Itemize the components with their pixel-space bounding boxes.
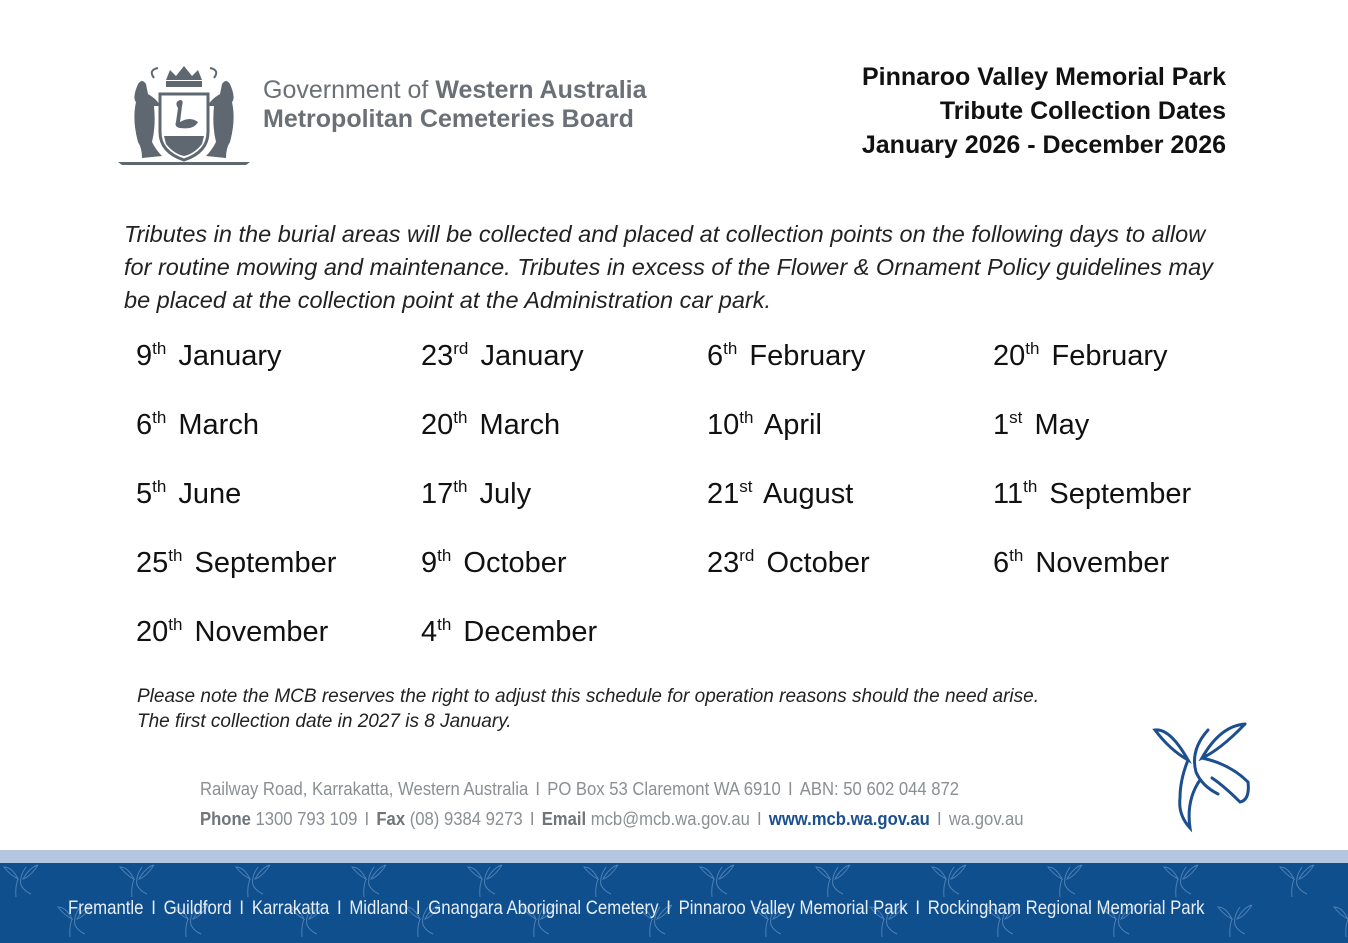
- contact-channels-row: [200, 804, 1024, 834]
- fax-number: (08) 9384 9273: [409, 808, 523, 829]
- collection-date: [136, 405, 259, 449]
- date-day: 9: [421, 547, 438, 579]
- collection-date: [707, 336, 865, 380]
- phone-number[interactable]: 1300 793 109: [255, 808, 358, 829]
- separator: I: [364, 808, 370, 829]
- butterfly-logo-icon: [1150, 720, 1255, 835]
- date-month: September: [194, 547, 337, 579]
- date-ordinal-suffix: st: [739, 477, 753, 496]
- date-day: 25: [136, 547, 169, 579]
- date-ordinal-suffix: th: [437, 615, 452, 634]
- date-month: June: [178, 478, 242, 510]
- date-day: 9: [136, 340, 153, 372]
- collection-date: [136, 474, 241, 518]
- separator: I: [535, 778, 541, 799]
- date-day: 4: [421, 616, 438, 648]
- document-title: [862, 60, 1226, 162]
- title-line-park: Pinnaroo Valley Memorial Park: [861, 63, 1226, 91]
- date-month: February: [749, 340, 866, 372]
- date-ordinal-suffix: th: [453, 477, 468, 496]
- location-guildford: Guildford: [163, 897, 232, 919]
- date-day: 6: [993, 547, 1010, 579]
- note-next-year: The first collection date in 2027 is 8 January.: [137, 711, 512, 732]
- collection-date: [421, 474, 531, 518]
- collection-date: [993, 474, 1191, 518]
- collection-date: [421, 612, 597, 656]
- org-line-1-prefix: Government of: [263, 76, 429, 104]
- gov-website-link[interactable]: wa.gov.au: [948, 808, 1024, 829]
- date-ordinal-suffix: th: [152, 477, 167, 496]
- date-month: November: [194, 616, 329, 648]
- date-ordinal-suffix: th: [1023, 477, 1038, 496]
- collection-date: [136, 543, 336, 587]
- separator: I: [336, 897, 342, 919]
- note-adjustment: Please note the MCB reserves the right to adjust this schedule for operation reasons should the need arise.: [137, 686, 1039, 707]
- email-link[interactable]: mcb@mcb.wa.gov.au: [590, 808, 750, 829]
- location-karrakatta: Karrakatta: [251, 897, 330, 919]
- location-gnangara-aboriginal-cemetery: Gnangara Aboriginal Cemetery: [428, 897, 659, 919]
- date-month: July: [479, 478, 532, 510]
- separator: I: [239, 897, 245, 919]
- collection-date: [993, 543, 1169, 587]
- location-midland: Midland: [349, 897, 409, 919]
- date-day: 11: [993, 478, 1024, 510]
- collection-date: [993, 336, 1168, 380]
- org-line-2: Metropolitan Cemeteries Board: [263, 105, 634, 133]
- date-ordinal-suffix: th: [168, 546, 183, 565]
- date-ordinal-suffix: rd: [453, 339, 469, 358]
- separator: I: [415, 897, 421, 919]
- collection-date: [421, 405, 560, 449]
- collection-date: [707, 405, 822, 449]
- date-month: April: [763, 409, 822, 441]
- date-day: 17: [421, 478, 454, 510]
- date-ordinal-suffix: th: [168, 615, 183, 634]
- separator: I: [151, 897, 156, 919]
- date-day: 5: [136, 478, 153, 510]
- date-month: May: [1034, 409, 1090, 441]
- date-month: March: [178, 409, 259, 441]
- org-line-1: [263, 76, 647, 105]
- date-day: 10: [707, 409, 740, 441]
- date-day: 21: [707, 478, 740, 510]
- separator: I: [937, 808, 942, 829]
- fax-label: Fax: [376, 808, 406, 829]
- date-day: 20: [993, 340, 1026, 372]
- collection-date: [993, 405, 1089, 449]
- collection-date: [421, 543, 567, 587]
- organization-name: [263, 76, 647, 134]
- separator: I: [915, 897, 921, 919]
- date-day: 20: [136, 616, 169, 648]
- separator: I: [666, 897, 671, 919]
- date-day: 1: [993, 409, 1010, 441]
- date-ordinal-suffix: rd: [739, 546, 755, 565]
- date-month: February: [1051, 340, 1168, 372]
- org-line-1-bold: Western Australia: [435, 76, 647, 104]
- date-month: January: [480, 340, 584, 372]
- date-month: March: [479, 409, 561, 441]
- location-rockingham-regional-memorial-park: Rockingham Regional Memorial Park: [927, 897, 1205, 919]
- date-ordinal-suffix: th: [1009, 546, 1024, 565]
- date-day: 20: [421, 409, 454, 441]
- collection-date: [421, 336, 584, 380]
- date-ordinal-suffix: th: [453, 408, 468, 427]
- location-fremantle: Fremantle: [68, 897, 144, 919]
- collection-date: [136, 612, 328, 656]
- footer-accent-stripe: [0, 850, 1348, 863]
- contact-details: [200, 774, 1115, 834]
- date-ordinal-suffix: th: [723, 339, 738, 358]
- collection-date: [707, 474, 853, 518]
- date-month: August: [762, 478, 854, 510]
- date-month: October: [463, 547, 567, 579]
- date-ordinal-suffix: th: [1025, 339, 1040, 358]
- date-ordinal-suffix: th: [437, 546, 452, 565]
- date-month: October: [766, 547, 870, 579]
- footer-band: [0, 863, 1348, 943]
- collection-date: [707, 543, 870, 587]
- date-ordinal-suffix: st: [1009, 408, 1023, 427]
- date-day: 6: [136, 409, 153, 441]
- date-month: September: [1049, 478, 1192, 510]
- date-month: December: [463, 616, 598, 648]
- website-link[interactable]: www.mcb.wa.gov.au: [768, 808, 930, 829]
- date-ordinal-suffix: th: [152, 408, 167, 427]
- separator: I: [757, 808, 762, 829]
- separator: I: [787, 778, 793, 799]
- wa-coat-of-arms-icon: [114, 64, 254, 166]
- email-label: Email: [541, 808, 587, 829]
- date-ordinal-suffix: th: [739, 408, 754, 427]
- location-pinnaroo-valley-memorial-park: Pinnaroo Valley Memorial Park: [678, 897, 908, 919]
- cemetery-locations: [68, 897, 1205, 920]
- address: Railway Road, Karrakatta, Western Australia: [200, 778, 529, 799]
- title-line-period: January 2026 - December 2026: [861, 131, 1226, 159]
- date-day: 23: [707, 547, 740, 579]
- po-box: PO Box 53 Claremont WA 6910: [547, 778, 781, 799]
- collection-date: [136, 336, 282, 380]
- date-month: January: [178, 340, 282, 372]
- phone-label: Phone: [200, 808, 251, 829]
- separator: I: [529, 808, 535, 829]
- contact-address-row: [200, 774, 1024, 804]
- date-ordinal-suffix: th: [152, 339, 167, 358]
- date-month: November: [1035, 547, 1170, 579]
- date-day: 23: [421, 340, 454, 372]
- date-day: 6: [707, 340, 724, 372]
- schedule-notes: [137, 684, 1039, 734]
- title-line-subject: Tribute Collection Dates: [939, 97, 1226, 125]
- abn: ABN: 50 602 044 872: [799, 778, 960, 799]
- intro-paragraph: Tributes in the burial areas will be collected and placed at collection points on the following days to allow for routine mowing and maintenance. Tributes in excess of the Flower & Ornament Policy guidelines may be placed at the collection point at the Administration car park.: [124, 221, 1213, 313]
